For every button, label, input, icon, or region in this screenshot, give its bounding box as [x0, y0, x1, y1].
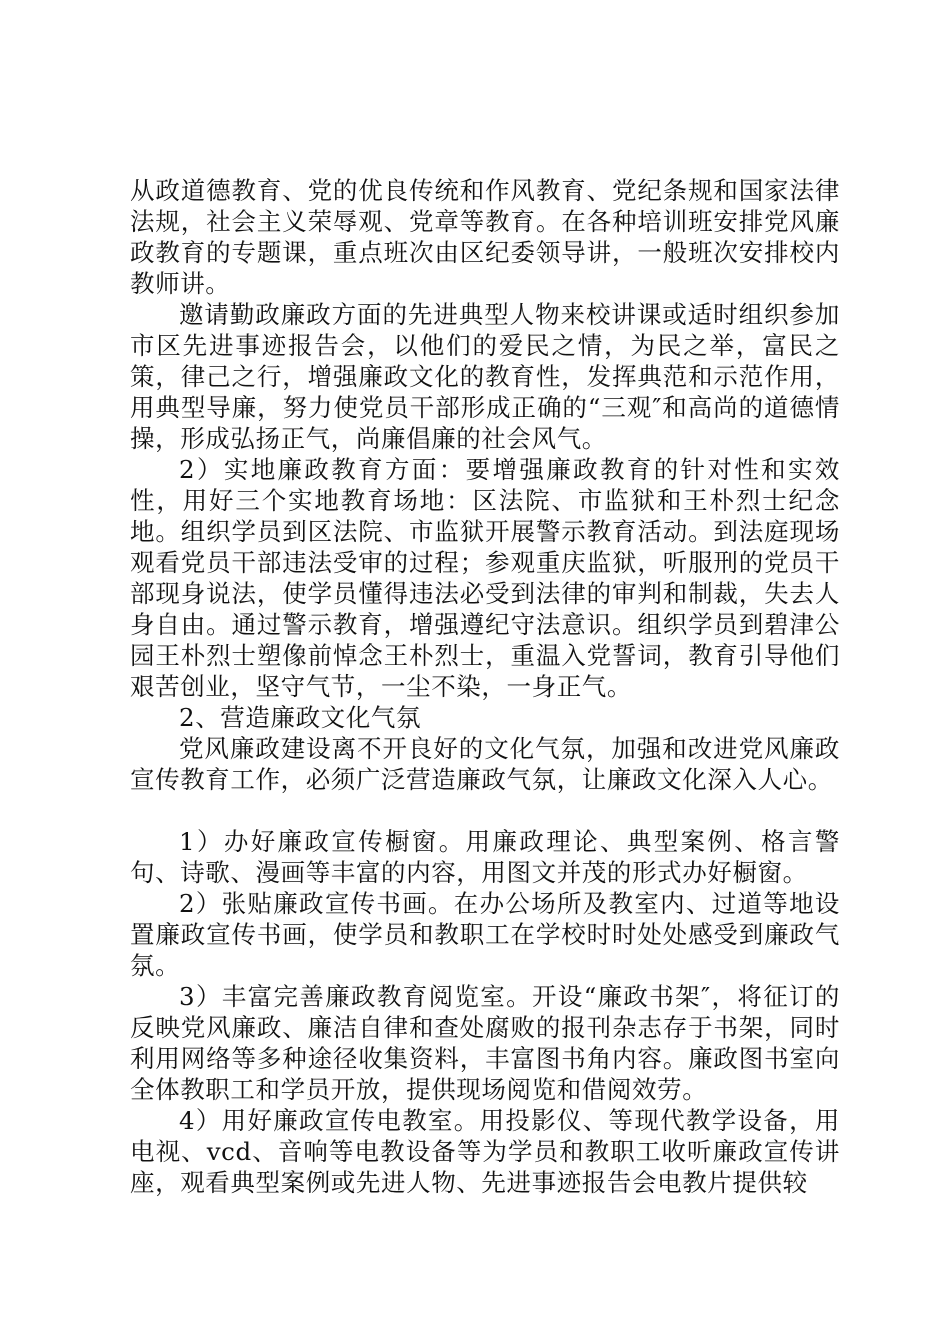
blank-line: [130, 795, 840, 826]
paragraph-av-room: 4）用好廉政宣传电教室。用投影仪、等现代教学设备，用电视、vcd、音响等电教设备等为学员和教职工收听廉政宣传讲座，观看典型案例或先进人物、先进事迹报告会电教片提供较: [130, 1106, 840, 1197]
document-body: [130, 175, 840, 1198]
paragraph-culture-atmosphere: 党风廉政建设离不开良好的文化气氛，加强和改进党风廉政宣传教育工作，必须广泛营造廉政气氛，让廉政文化深入人心。: [130, 734, 840, 794]
paragraph-display-window: 1）办好廉政宣传橱窗。用廉政理论、典型案例、格言警句、诗歌、漫画等丰富的内容，用图文并茂的形式办好橱窗。: [130, 827, 840, 887]
paragraph-political-ethics: 从政道德教育、党的优良传统和作风教育、党纪条规和国家法律法规，社会主义荣辱观、党章等教育。在各种培训班安排党风廉政教育的专题课，重点班次由区纪委领导讲，一般班次安排校内教师讲。: [130, 176, 840, 298]
paragraph-posters: 2）张贴廉政宣传书画。在办公场所及教室内、过道等地设置廉政宣传书画，使学员和教职工在学校时时处处感受到廉政气氛。: [130, 889, 840, 980]
paragraph-invite-models: 邀请勤政廉政方面的先进典型人物来校讲课或适时组织参加市区先进事迹报告会，以他们的爱民之情，为民之举，富民之策，律己之行，增强廉政文化的教育性，发挥典范和示范作用，用典型导廉，努力使党员干部形成正确的“三观″和高尚的道德情操，形成弘扬正气，尚廉倡廉的社会风气。: [130, 300, 840, 453]
paragraph-reading-room: 3）丰富完善廉政教育阅览室。开设“廉政书架″，将征订的反映党风廉政、廉洁自律和查处腐败的报刊杂志存于书架，同时利用网络等多种途径收集资料，丰富图书角内容。廉政图书室向全体教职工和学员开放，提供现场阅览和借阅效劳。: [130, 982, 840, 1104]
paragraph-onsite-education: 2）实地廉政教育方面：要增强廉政教育的针对性和实效性，用好三个实地教育场地：区法院、市监狱和王朴烈士纪念地。组织学员到区法院、市监狱开展警示教育活动。到法庭现场观看党员干部违法受审的过程；参观重庆监狱，听服刑的党员干部现身说法，使学员懂得违法必受到法律的审判和制裁，失去人身自由。通过警示教育，增强遵纪守法意识。组织学员到碧津公园王朴烈士塑像前悼念王朴烈士，重温入党誓词，教育引导他们艰苦创业，坚守气节，一尘不染，一身正气。: [130, 455, 840, 701]
section-heading-culture: 2、营造廉政文化气氛: [179, 703, 422, 732]
